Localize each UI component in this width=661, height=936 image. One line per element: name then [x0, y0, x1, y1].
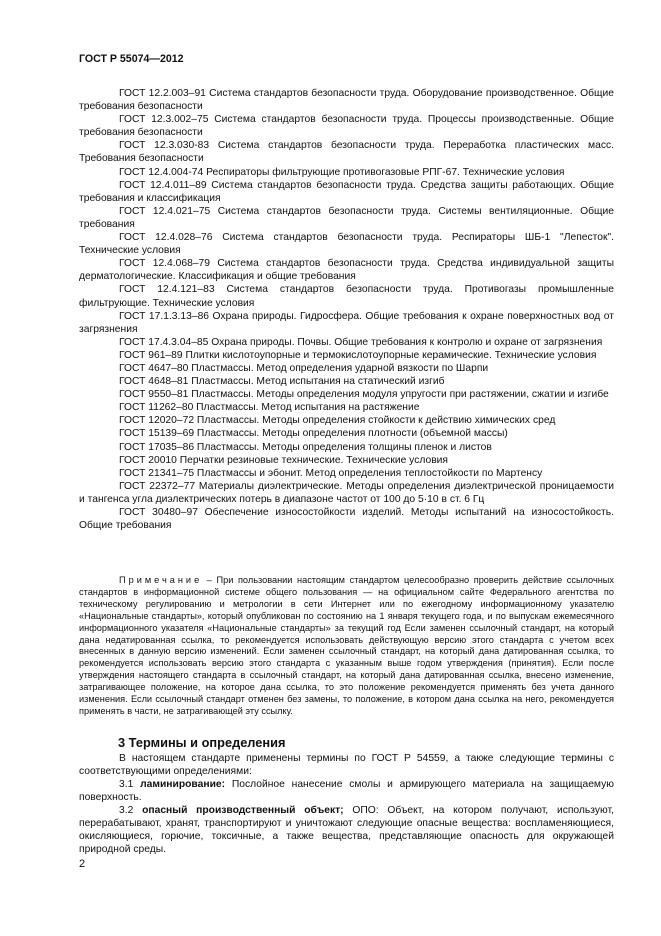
reference-item: ГОСТ 4647–80 Пластмассы. Метод определения ударной вязкости по Шарпи: [119, 362, 489, 374]
normative-references-list: [79, 87, 614, 532]
reference-item: ГОСТ 4648–81 Пластмассы. Метод испытания на статический изгиб: [119, 376, 445, 388]
reference-item: ГОСТ 12020–72 Пластмассы. Методы определения стойкости к действию химических сред: [119, 415, 556, 427]
reference-item: ГОСТ 12.3.002–75 Система стандартов безопасности труда. Процессы производственные. Общие требования безопасности: [79, 114, 614, 139]
term-definition: [79, 804, 614, 856]
section-intro: В настоящем стандарте применены термины по ГОСТ Р 54559, а также следующие термины с соответствующими определениями:: [79, 753, 614, 778]
reference-item: ГОСТ 15139–69 Пластмассы. Методы определения плотности (объемной массы): [119, 428, 508, 440]
document-header: ГОСТ Р 55074—2012: [79, 53, 184, 65]
reference-item: ГОСТ 17035–86 Пластмассы. Методы определения толщины пленок и листов: [119, 441, 492, 453]
reference-item: ГОСТ 12.4.011–89 Система стандартов безопасности труда. Средства защиты работающих. Общие требования и классификация: [79, 179, 614, 204]
term-name: опасный производственный объект;: [142, 805, 344, 816]
reference-item: ГОСТ 17.1.3.13–86 Охрана природы. Гидросфера. Общие требования к охране поверхностных вод от загрязнения: [79, 310, 614, 335]
page-number: 2: [79, 858, 86, 870]
reference-item: ГОСТ 12.3.030-83 Система стандартов безопасности труда. Переработка пластических масс. Требования безопасности: [79, 140, 614, 165]
note-text: – При пользовании настоящим стандартом целесообразно проверить действие ссылочных стандартов в информационной системе общего пользования — на официальном сайте Федерального агентства по техническому регулированию и метрологии в сети Интернет или по ежегодному информационному указателю «Национальные стандарты», который опубликован по состоянию на 1 января текущего года, и по выпускам ежемесячного информационного указателя «Национальные стандарты» за текущий год Если заменен ссылочный стандарт, на который дана недатированная ссылка, то рекомендуется использовать действующую версию этого стандарта с учетом всех внесенных в данную версию изменений. Если заменен ссылочный стандарт, на который дана датированная ссылка, то рекомендуется использовать версию этого стандарта с указанным выше годом утверждения (принятия). Если после утверждения настоящего стандарта в ссылочный стандарт, на который дана датированная ссылка, внесено изменение, затрагивающее положение, на которое дана ссылка, то это положение рекомендуется применять без учета данного изменения. Если ссылочный стандарт отменен без замены, то положение, в котором дана ссылка на него, рекомендуется применять в части, не затрагивающей эту ссылку.: [79, 575, 614, 716]
term-description: Послойное нанесение смолы и армирующего материала на защищаемую поверхность.: [79, 779, 614, 804]
term-number: 3.2: [119, 805, 143, 816]
reference-item: ГОСТ 12.4.021–75 Система стандартов безопасности труда. Системы вентиляционные. Общие требования: [79, 205, 614, 230]
reference-item: ГОСТ 21341–75 Пластмассы и эбонит. Метод определения теплостойкости по Мартенсу: [119, 467, 543, 479]
reference-item: ГОСТ 17.4.3.04–85 Охрана природы. Почвы. Общие требования к контролю и охране от загрязнения: [119, 336, 603, 348]
term-description: ОПО: Объект, на котором получают, используют, перерабатывают, хранят, транспортируют и уничтожают следующие опасные вещества: воспламеняющиеся, окисляющиеся, горючие, токсичные, а также вещества, представляющие опасность для окружающей природной среды.: [79, 805, 614, 856]
reference-item: ГОСТ 12.4.121–83 Система стандартов безопасности труда. Противогазы промышленные фильтрующие. Технические условия: [79, 284, 614, 309]
term-name: ламинирование:: [140, 779, 226, 790]
term-definition: [79, 778, 614, 804]
note-paragraph: [79, 575, 614, 718]
reference-item: ГОСТ 30480–97 Обеспечение износостойкости изделий. Методы испытаний на износостойкость. Общие требования: [79, 507, 614, 532]
reference-item: ГОСТ 12.4.004-74 Респираторы фильтрующие противогазовые РПГ-67. Технические условия: [119, 166, 565, 178]
reference-item: ГОСТ 9550–81 Пластмассы. Методы определения модуля упругости при растяжении, сжатии и изгибе: [119, 389, 609, 401]
note-label: Примечание: [119, 575, 203, 585]
section-title: 3 Термины и определения: [118, 735, 286, 750]
reference-item: ГОСТ 12.2.003–91 Система стандартов безопасности труда. Оборудование производственное. Общие требования безопасности: [79, 88, 614, 113]
term-number: 3.1: [119, 779, 141, 790]
reference-item: ГОСТ 12.4.068–79 Система стандартов безопасности труда. Средства индивидуальной защиты дерматологические. Классификация и общие требования: [79, 258, 614, 283]
reference-item: ГОСТ 12.4.028–76 Система стандартов безопасности труда. Респираторы ШБ-1 "Лепесток". Технические условия: [79, 232, 614, 257]
reference-item: ГОСТ 20010 Перчатки резиновые технические. Технические условия: [119, 454, 448, 466]
reference-item: ГОСТ 22372–77 Материалы диэлектрические. Методы определения диэлектрической проницаемости и тангенса угла диэлектрических потерь в диапазоне частот от 100 до 5·10 в ст. 6 Гц: [79, 480, 614, 505]
reference-item: ГОСТ 961–89 Плитки кислотоупорные и термокислотоупорные керамические. Технические условия: [119, 349, 597, 361]
reference-item: ГОСТ 11262–80 Пластмассы. Метод испытания на растяжение: [119, 402, 420, 414]
